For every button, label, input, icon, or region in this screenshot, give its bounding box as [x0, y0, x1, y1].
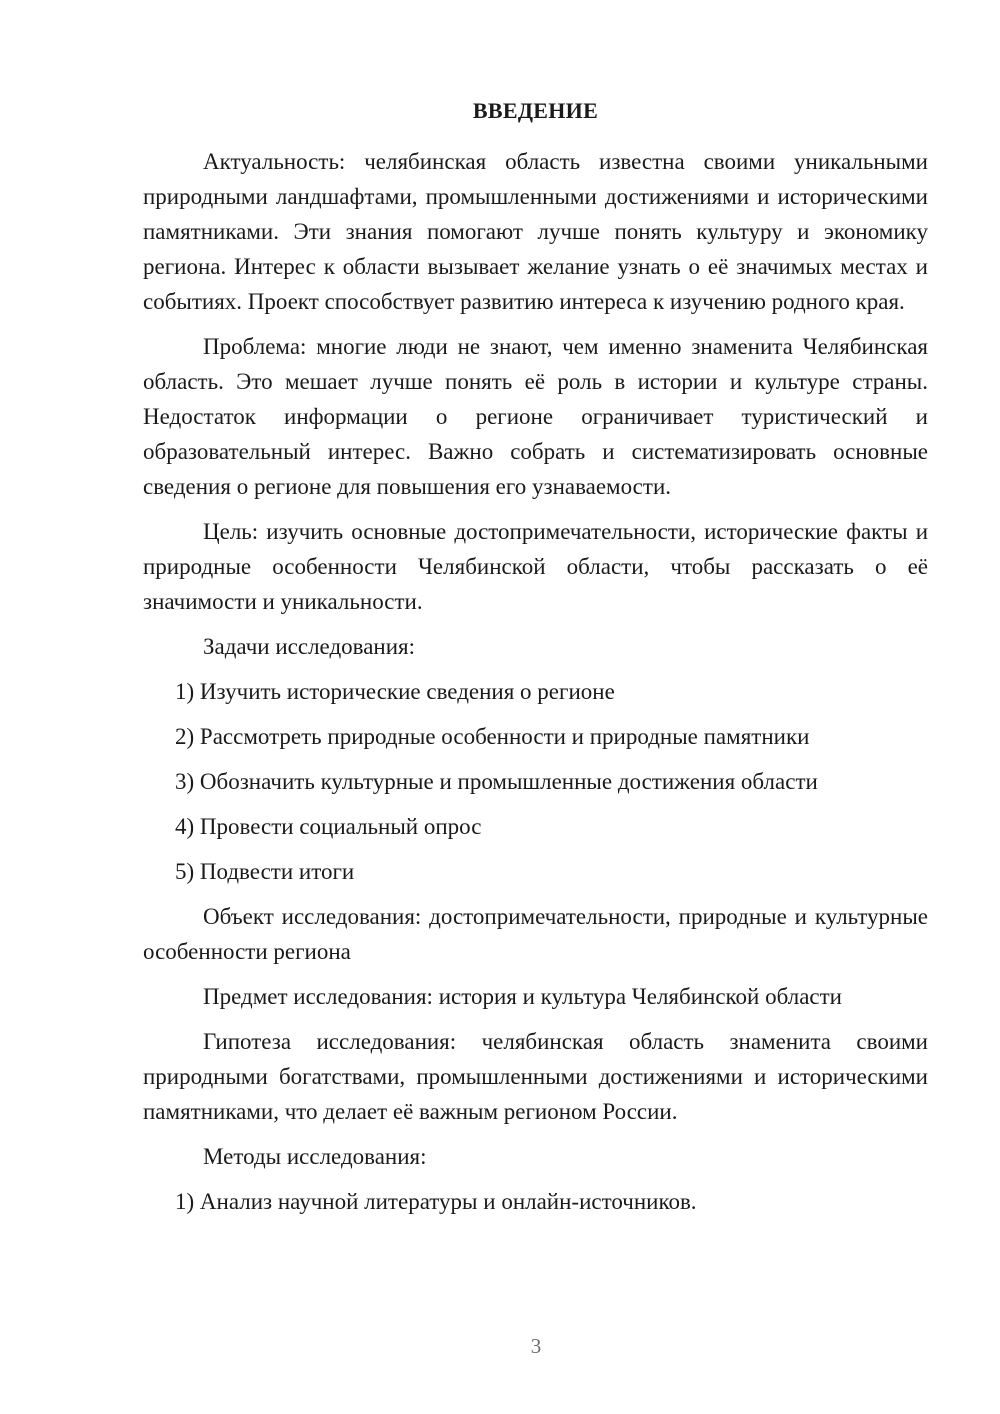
- page-number: 3: [530, 1334, 542, 1358]
- task-item: 5) Подвести итоги: [175, 859, 355, 884]
- task-item: 1) Изучить исторические сведения о регионе: [175, 679, 615, 704]
- object-paragraph: Объект исследования: достопримечательности, природные и культурные особенности региона: [143, 904, 928, 964]
- task-item: 2) Рассмотреть природные особенности и природные памятники: [175, 724, 810, 749]
- problem-paragraph: Проблема: многие люди не знают, чем именно знаменита Челябинская область. Это мешает лучше понять её роль в истории и культуре страны. Недостаток информации о регионе ограничивает туристический и образовательный интерес. Важно собрать и систематизировать основные сведения о регионе для повышения его узнаваемости.: [143, 334, 928, 499]
- subject-paragraph: Предмет исследования: история и культура Челябинской области: [203, 984, 842, 1009]
- relevance-paragraph: Актуальность: челябинская область известна своими уникальными природными ландшафтами, промышленными достижениями и историческими памятниками. Эти знания помогают лучше понять культуру и экономику региона. Интерес к области вызывает желание узнать о её значимых местах и событиях. Проект способствует развитию интереса к изучению родного края.: [143, 149, 928, 314]
- tasks-label: Задачи исследования:: [203, 634, 416, 659]
- hypothesis-paragraph: Гипотеза исследования: челябинская область знаменита своими природными богатствами, промышленными достижениями и историческими памятниками, что делает её важным регионом России.: [143, 1029, 928, 1124]
- page-content: [143, 98, 928, 1219]
- goal-paragraph: Цель: изучить основные достопримечательности, исторические факты и природные особенности Челябинской области, чтобы рассказать о её значимости и уникальности.: [143, 519, 928, 614]
- task-item: 3) Обозначить культурные и промышленные достижения области: [175, 769, 818, 794]
- task-item: 4) Провести социальный опрос: [175, 814, 482, 839]
- method-item: 1) Анализ научной литературы и онлайн-источников.: [175, 1189, 697, 1214]
- methods-label: Методы исследования:: [203, 1144, 427, 1169]
- section-heading: ВВЕДЕНИЕ: [472, 98, 599, 123]
